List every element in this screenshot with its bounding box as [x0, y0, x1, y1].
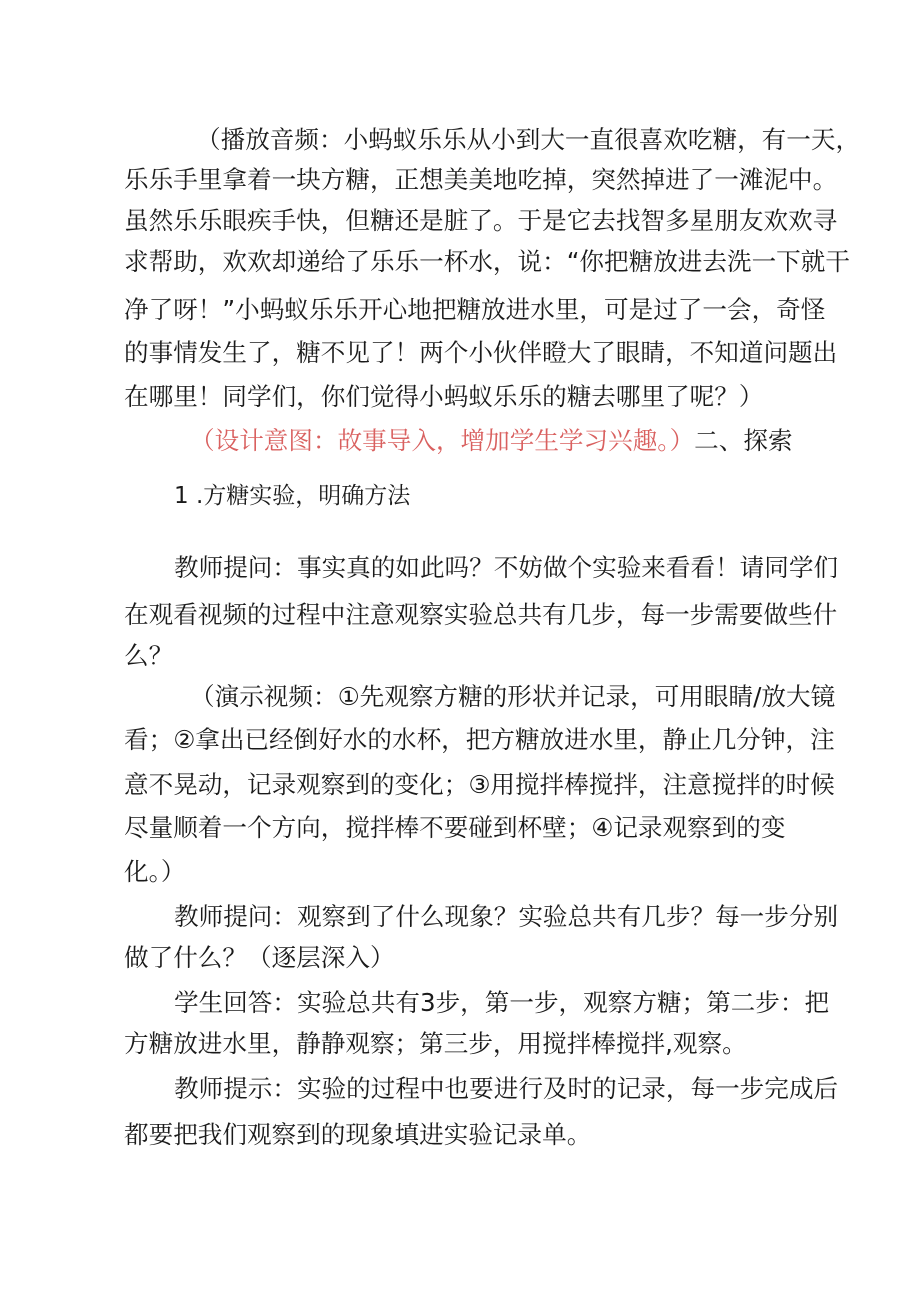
audio-paragraph-line-6: 的事情发生了，糖不见了！两个小伙伴瞪大了眼睛，不知道问题出 [124, 338, 838, 367]
design-note-line [190, 421, 793, 461]
teacher-question-2-line-1: 教师提问：观察到了什么现象？实验总共有几步？每一步分别 [174, 902, 839, 931]
audio-paragraph-line-1: （播放音频：小蚂蚁乐乐从小到大一直很喜欢吃糖，有一天， [196, 125, 861, 154]
teacher-question-1-line-3: 么？ [124, 641, 174, 670]
demo-video-line-1: （演示视频：①先观察方糖的形状并记录，可用眼睛/放大镜 [190, 682, 836, 711]
demo-video-line-4: 尽量顺着一个方向，搅拌棒不要碰到杯壁；④记录观察到的变 [124, 813, 786, 842]
demo-video-line-5: 化。） [124, 857, 186, 886]
section-heading: 二、探索 [694, 426, 793, 455]
audio-paragraph-line-5: 净了呀！”小蚂蚁乐乐开心地把糖放进水里，可是过了一会，奇怪 [124, 295, 826, 324]
audio-paragraph-line-3: 虽然乐乐眼疾手快，但糖还是脏了。于是它去找智多星朋友欢欢寻 [124, 206, 838, 235]
subheading: 1 .方糖实验，明确方法 [174, 483, 411, 509]
teacher-question-2-line-2: 做了什么？（逐层深入） [124, 943, 395, 972]
demo-video-line-2: 看；②拿出已经倒好水的水杯，把方糖放进水里，静止几分钟，注 [124, 725, 835, 754]
audio-paragraph-line-4: 求帮助，欢欢却递给了乐乐一杯水，说：“你把糖放进去洗一下就干 [124, 247, 850, 276]
audio-paragraph-line-7: 在哪里！同学们，你们觉得小蚂蚁乐乐的糖去哪里了呢？） [124, 382, 764, 411]
student-answer-line-2: 方糖放进水里，静静观察；第三步，用搅拌棒搅拌,观察。 [124, 1029, 747, 1058]
design-note: （设计意图：故事导入，增加学生学习兴趣。） [190, 426, 695, 455]
teacher-tip-line-1: 教师提示：实验的过程中也要进行及时的记录，每一步完成后 [174, 1074, 839, 1103]
teacher-tip-line-2: 都要把我们观察到的现象填进实验记录单。 [124, 1120, 592, 1149]
teacher-question-1-line-1: 教师提问：事实真的如此吗？不妨做个实验来看看！请同学们 [174, 553, 839, 582]
demo-video-line-3: 意不晃动，记录观察到的变化；③用搅拌棒搅拌，注意搅拌的时候 [124, 770, 835, 799]
teacher-question-1-line-2: 在观看视频的过程中注意观察实验总共有几步，每一步需要做些什 [124, 600, 838, 629]
audio-paragraph-line-2: 乐乐手里拿着一块方糖，正想美美地吃掉，突然掉进了一滩泥中。 [124, 165, 838, 194]
student-answer-line-1: 学生回答：实验总共有3步，第一步，观察方糖；第二步：把 [174, 988, 830, 1017]
